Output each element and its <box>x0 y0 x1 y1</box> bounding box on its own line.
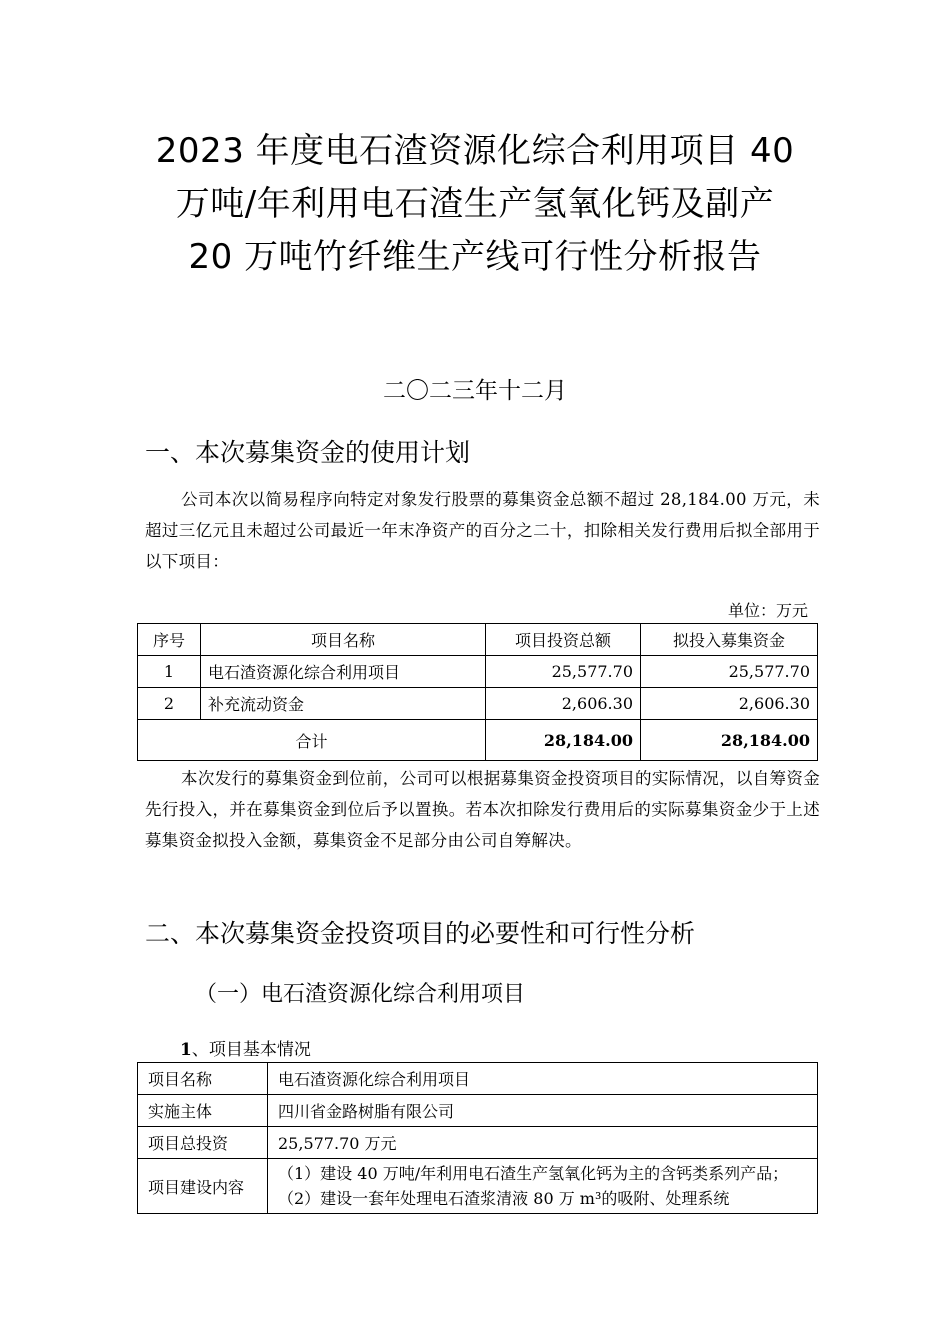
row-name: 电石渣资源化综合利用项目 <box>201 656 486 688</box>
table-row <box>138 1127 818 1159</box>
item-heading <box>180 1035 311 1060</box>
info-value: 电石渣资源化综合利用项目 <box>268 1063 818 1095</box>
section-1-heading: 一、本次募集资金的使用计划 <box>145 438 471 467</box>
document-date: 二〇二三年十二月 <box>383 378 567 404</box>
row-name: 补充流动资金 <box>201 688 486 720</box>
document-title <box>110 125 840 284</box>
section-1-intro: 公司本次以简易程序向特定对象发行股票的募集资金总额不超过 28,184.00 万元，未超过三亿元且未超过公司最近一年末净资产的百分之二十，扣除相关发行费用后拟全部用于以下项目： <box>145 490 820 571</box>
total-raise: 28,184.00 <box>641 720 818 761</box>
total-label: 合计 <box>138 720 486 761</box>
row-total: 25,577.70 <box>486 656 641 688</box>
table-row <box>138 1159 818 1214</box>
title-line-2: 万吨/年利用电石渣生产氢氧化钙及副产 <box>175 184 775 224</box>
info-value: 四川省金路树脂有限公司 <box>268 1095 818 1127</box>
table-total-row <box>138 720 818 761</box>
section-2-heading: 二、本次募集资金投资项目的必要性和可行性分析 <box>145 919 696 948</box>
total-investment: 28,184.00 <box>486 720 641 761</box>
item-number: 1 <box>180 1040 192 1060</box>
row-no: 1 <box>138 656 201 688</box>
title-line-1: 2023 年度电石渣资源化综合利用项目 40 <box>155 131 795 171</box>
section-1-after-text: 本次发行的募集资金到位前，公司可以根据募集资金投资项目的实际情况，以自筹资金先行投入，并在募集资金到位后予以置换。若本次扣除发行费用后的实际募集资金少于上述募集资金拟投入金额，募集资金不足部分由公司自筹解决。 <box>145 769 820 850</box>
info-key: 项目总投资 <box>138 1127 268 1159</box>
header-total-investment: 项目投资总额 <box>486 624 641 656</box>
table-row <box>138 1095 818 1127</box>
table-row <box>138 688 818 720</box>
item-title: 、项目基本情况 <box>191 1040 311 1060</box>
row-raise: 25,577.70 <box>641 656 818 688</box>
info-value: （1）建设 40 万吨/年利用电石渣生产氢氧化钙为主的含钙类系列产品；（2）建设一套年处理电石渣浆清液 80 万 m³的吸附、处理系统 <box>268 1159 818 1214</box>
info-key: 项目名称 <box>138 1063 268 1095</box>
subsection-heading: （一）电石渣资源化综合利用项目 <box>195 982 526 1007</box>
project-info-table <box>137 1062 818 1214</box>
table-header-row <box>138 624 818 656</box>
header-no: 序号 <box>138 624 201 656</box>
row-no: 2 <box>138 688 201 720</box>
table-row <box>138 656 818 688</box>
unit-label: 单位：万元 <box>727 601 808 620</box>
header-project-name: 项目名称 <box>201 624 486 656</box>
title-line-3: 20 万吨竹纤维生产线可行性分析报告 <box>188 237 762 277</box>
row-total: 2,606.30 <box>486 688 641 720</box>
fund-usage-table <box>137 623 818 761</box>
row-raise: 2,606.30 <box>641 688 818 720</box>
info-value: 25,577.70 万元 <box>268 1127 818 1159</box>
info-key: 实施主体 <box>138 1095 268 1127</box>
info-key: 项目建设内容 <box>138 1159 268 1214</box>
header-raised-funds: 拟投入募集资金 <box>641 624 818 656</box>
table-row <box>138 1063 818 1095</box>
